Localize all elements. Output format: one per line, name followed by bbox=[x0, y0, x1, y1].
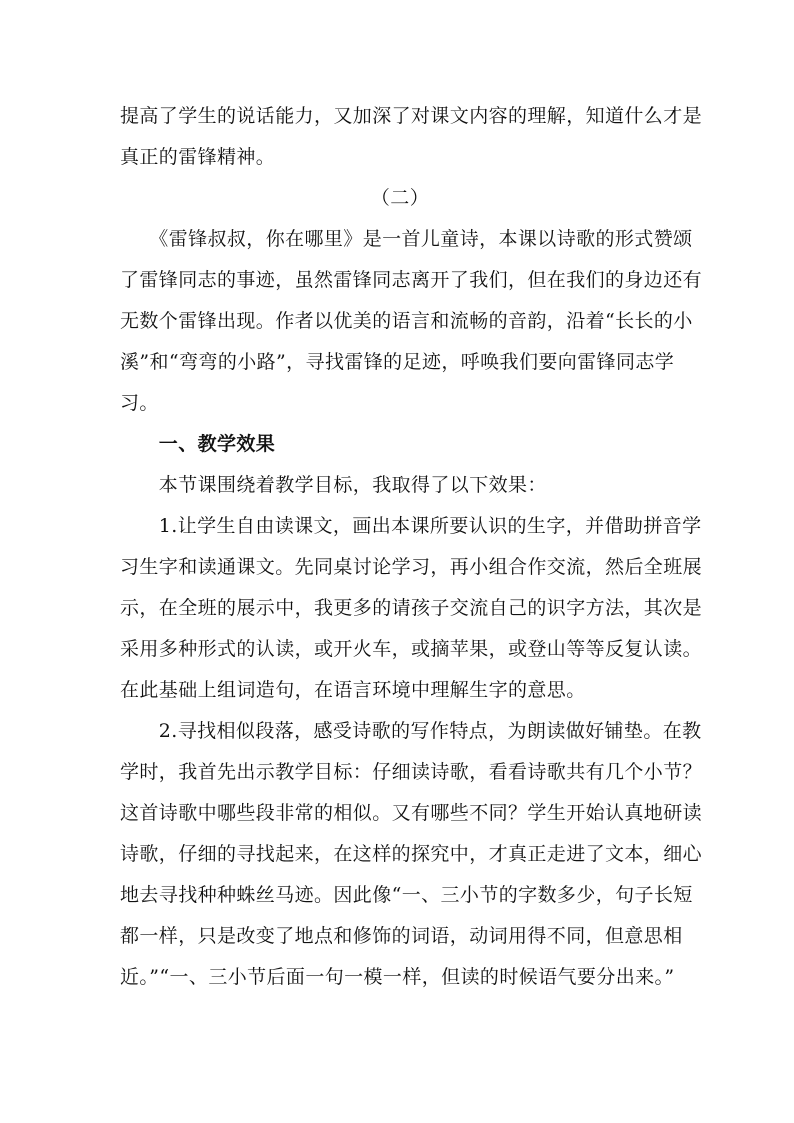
text-line: 学时，我首先出示教学目标：仔细读诗歌，看看诗歌共有几个小节？ bbox=[120, 761, 703, 783]
text-line: 《雷锋叔叔，你在哪里》是一首儿童诗，本课以诗歌的形式赞颂 bbox=[120, 228, 693, 250]
text-line: 真正的雷锋精神。 bbox=[120, 146, 276, 168]
text-line: 2.寻找相似段落，感受诗歌的写作特点，为朗读做好铺垫。在教 bbox=[120, 720, 702, 742]
text-line: 无数个雷锋出现。作者以优美的语言和流畅的音韵，沿着“长长的小 bbox=[120, 310, 693, 332]
text-line: 习。 bbox=[120, 392, 159, 414]
text-line: 地去寻找种种蛛丝马迹。因此像“一、三小节的字数多少，句子长短 bbox=[120, 884, 693, 906]
text-line: 这首诗歌中哪些段非常的相似。又有哪些不同？学生开始认真地研读 bbox=[120, 802, 703, 824]
section-heading: （二） bbox=[370, 187, 430, 209]
text-line: 1.让学生自由读课文，画出本课所要认识的生字，并借助拼音学 bbox=[120, 515, 702, 537]
text-line: 诗歌，仔细的寻找起来，在这样的探究中，才真正走进了文本，细心 bbox=[120, 843, 703, 865]
text-line: 了雷锋同志的事迹，虽然雷锋同志离开了我们，但在我们的身边还有 bbox=[120, 269, 703, 291]
text-line: 本节课围绕着教学目标，我取得了以下效果： bbox=[120, 474, 547, 496]
text-line: 提高了学生的说话能力，又加深了对课文内容的理解，知道什么才是 bbox=[120, 105, 703, 127]
text-line: 都一样，只是改变了地点和修饰的词语，动词用得不同，但意思相 bbox=[120, 925, 683, 947]
document-body bbox=[120, 96, 703, 998]
text-line: 示，在全班的展示中，我更多的请孩子交流自己的识字方法，其次是 bbox=[120, 597, 703, 619]
text-line: 近。”“一、三小节后面一句一模一样，但读的时候语气要分出来。” bbox=[120, 966, 675, 988]
text-line: 溪”和“弯弯的小路”，寻找雷锋的足迹，呼唤我们要向雷锋同志学 bbox=[120, 351, 675, 373]
text-line: 在此基础上组词造句，在语言环境中理解生字的意思。 bbox=[120, 679, 586, 701]
subheading: 一、教学效果 bbox=[120, 433, 276, 455]
text-line: 习生字和读通课文。先同桌讨论学习，再小组合作交流，然后全班展 bbox=[120, 556, 703, 578]
text-line: 采用多种形式的认读，或开火车，或摘苹果，或登山等等反复认读。 bbox=[120, 638, 703, 660]
